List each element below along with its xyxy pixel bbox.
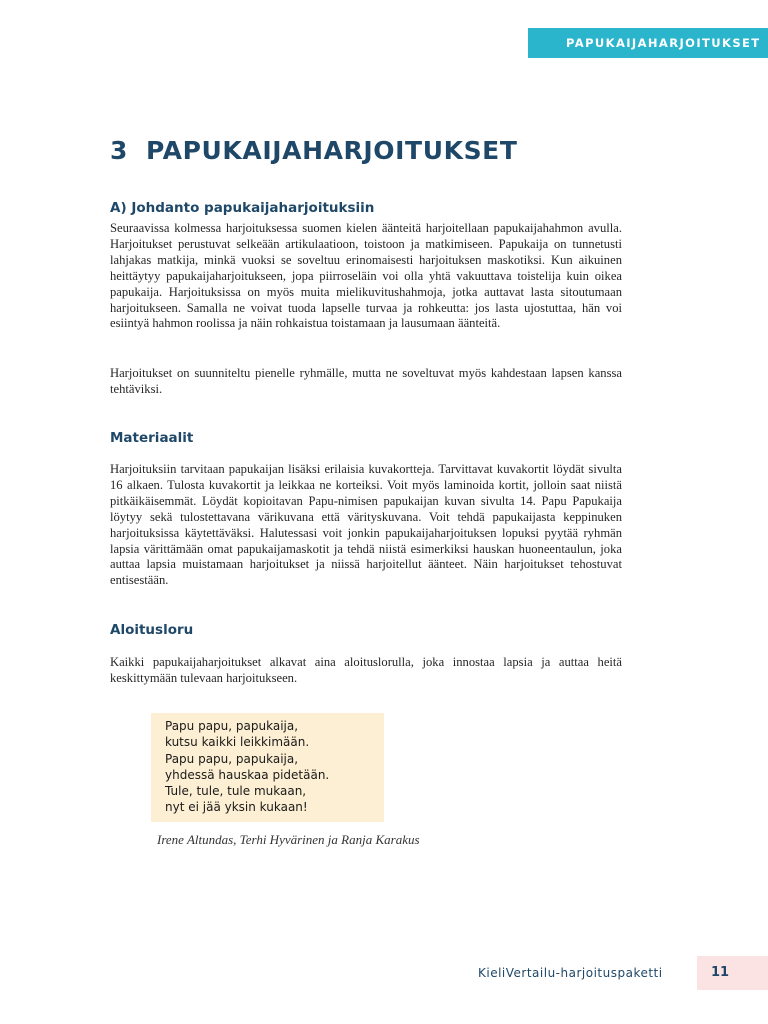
rhyme-line: Papu papu, papukaija, — [165, 751, 299, 766]
rhyme-line: kutsu kaikki leikkimään. — [165, 735, 310, 750]
opening-rhyme-paragraph: Kaikki papukaijaharjoitukset alkavat aina aloituslorulla, joka innostaa lapsia ja auttaa heitä keskittymään tulevaan harjoitukseen. — [110, 655, 622, 685]
rhyme-line: yhdessä hauskaa pidetään. — [165, 767, 330, 782]
section-heading-materials: Materiaalit — [110, 430, 194, 446]
footer-publication-title: KieliVertailu-harjoituspaketti — [478, 966, 663, 980]
page-number: 11 — [697, 956, 768, 990]
rhyme-line: Papu papu, papukaija, — [165, 719, 299, 733]
materials-paragraph: Harjoituksiin tarvitaan papukaijan lisäksi erilaisia kuvakortteja. Tarvittavat kuvakortit löydät sivulta 16 alkaen. Tulosta kuvakortit ja leikkaa ne korteiksi. Voit myös laminoida kortit, jolloin saat niistä pitkäikäisemmät. Löydät kopioitavan Papu-nimisen papukaijan kuvan sivulta 14. Papu Papukaija löytyy sekä tulostettavana värikuvana että värityskuvana. Voit tehdä papukaijasta keppinuken harjoituksissa käytettäväksi. Halutessasi voit jonkin papukaijaharjoituksen lopuksi pyytää ryhmän lapsia värittämään omat papukaijamaskotit ja tehdä niistä esimerkiksi hauskan huoneentaulun, joka auttaa lapsia muistamaan harjoitukset ja niissä harjoitellut äänteet. Näin harjoitukset tehostuvat entisestään. — [110, 462, 622, 588]
rhyme-authors: Irene Altundas, Terhi Hyvärinen ja Ranja Karakus — [157, 832, 420, 847]
intro-paragraph-2: Harjoitukset on suunniteltu pienelle ryhmälle, mutta ne soveltuvat myös kahdestaan lapsen kanssa tehtäviksi. — [110, 366, 622, 396]
section-heading-opening-rhyme: Aloitusloru — [110, 622, 194, 638]
section-heading-intro: A) Johdanto papukaijaharjoituksiin — [110, 200, 375, 216]
chapter-title-text: PAPUKAIJAHARJOITUKSET — [146, 136, 518, 165]
running-header-tab: PAPUKAIJAHARJOITUKSET — [528, 28, 768, 58]
chapter-number: 3 — [110, 136, 128, 165]
rhyme-line: Tule, tule, tule mukaan, — [165, 784, 307, 799]
chapter-title — [110, 136, 518, 165]
rhyme-line: nyt ei jää yksin kukaan! — [165, 800, 308, 815]
rhyme-box — [151, 713, 384, 822]
intro-paragraph-1: Seuraavissa kolmessa harjoituksessa suomen kielen äänteitä harjoitellaan papukaijahahmon avulla. Harjoitukset perustuvat selkeään artikulaatioon, toistoon ja matkimiseen. Papukaija on tunnetusti lahjakas matkija, minkä vuoksi se soveltuu erinomaisesti harjoituksen maskotiksi. Kun aikuinen heittäytyy papukaijaharjoitukseen, jopa piirroseläin voi olla yhtä vakuuttava toistelija kuin oikea papukaija. Harjoituksissa on myös muita mielikuvitushahmoja, jotka auttavat lasta sitoutumaan harjoitukseen. Samalla ne voivat tuoda lapselle turvaa ja rohkeutta: jos lasta ujostuttaa, hän voi esiintyä hahmon roolissa ja näin rohkaistua toistamaan ja lausumaan äänteitä. — [110, 221, 622, 331]
